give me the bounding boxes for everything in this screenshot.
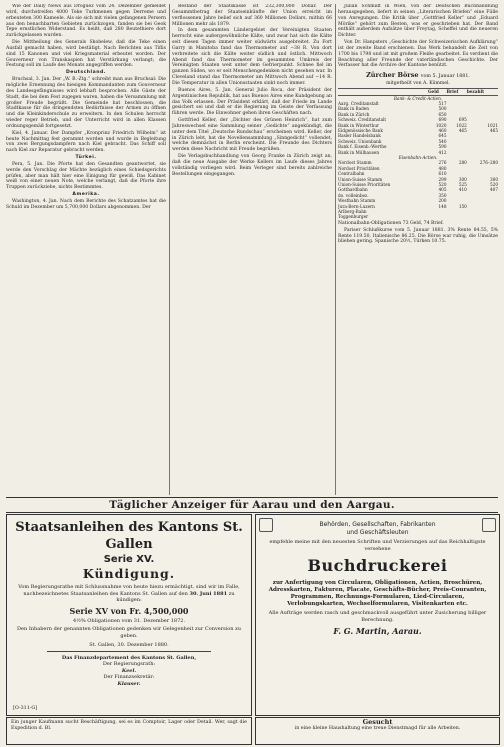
price-cell: 407 bbox=[490, 187, 498, 193]
security-name: Westbahn Stamm bbox=[338, 198, 376, 204]
ad-conversion: Den Inhabern der genannten Obligationen gedenken wir Gelegenheit zur Conversion zu geben. bbox=[17, 626, 241, 639]
security-name: Nordost Stamm bbox=[338, 160, 372, 166]
price-cell: 1020 bbox=[435, 122, 447, 128]
ad-title: Staatsanleihen des Kantons St. Gallen bbox=[15, 520, 243, 552]
article-julian-schmidt: Julian Schmidt in Wien, von der Deutschen Buchhandlung herausgegeben, liefert in seinen „Literarischen Briefen“ eine Fülle von Anregungen. Die Kritik über „Gottfried Keller“ und „Eduard Mörike“ gehört zum Besten, was er geschrieben hat. Der Band enthält außerdem Aufsätze über Freytag, Scheffel und die neueren Dichter. bbox=[338, 4, 498, 39]
article-history-book: Von Dr. Hanpsters „Geschichte der Schweizerischen Aufklärung“ ist der zweite Band erschienen. Das Werk behandelt die Zeit von 1700 bis 1798 und ist mit großem Fleiße gearbeitet. Es verdient die Beachtung aller Freunde der vaterländischen Geschichte. Der Verfasser hat die Archive der Kantone benützt. bbox=[338, 40, 498, 69]
price-cell: 465 bbox=[490, 127, 498, 133]
article-washington: Washington, 4. Jan. Nach dem Berichte des Schatzamtes hat die Schuld im Dezember um 5,700,000 Dollars abgenommen. Der bbox=[6, 199, 166, 210]
security-name: Arlberg-Bahn bbox=[338, 209, 367, 215]
security-name: Nordost Prioritäten bbox=[338, 165, 380, 171]
price-cell: 350 bbox=[438, 192, 447, 198]
price-cell: 1022 bbox=[456, 122, 467, 128]
ad-maid-wanted bbox=[255, 717, 500, 745]
security-name: Bank in Zürich bbox=[338, 111, 370, 117]
heading-tuerkei: Türkei. bbox=[75, 155, 97, 161]
price-cell: 690 bbox=[438, 117, 447, 123]
ad-headline: Kündigung. bbox=[82, 566, 176, 581]
ad-firm: F. G. Martin, Aarau. bbox=[333, 626, 422, 636]
security-name: Basler Handelsbank bbox=[338, 133, 381, 139]
ad-brand: Buchdruckerei bbox=[307, 556, 448, 575]
security-name: Gotthardbahn bbox=[338, 187, 368, 193]
ad-maid-text: in eine kleine Haushaltung eine treue Dienstmagd für alle Arbeiten. bbox=[294, 726, 461, 731]
market-subtitle: mitgetheilt von A. Kümmel. bbox=[386, 81, 450, 87]
security-name: do. volleinbez. bbox=[338, 192, 369, 198]
ad-maid-head: Gesucht bbox=[362, 718, 393, 726]
ad-bond-info: 4½% Obligationen vom 31. Dezember 1872. bbox=[72, 617, 186, 624]
article-buenos-aires: Buenos Aires, 5. Jan. General Julio Roca, der Präsident der Argentinischen Republik, hat aus Buenos Aires eine Kundgebung an das Volk erlassen. Der Präsident erklärt, daß der Friede im Lande gesichert sei und daß er die Regierung im Geiste der Verfassung führen werde. Die Einwohner gehen ihren Geschäften nach. bbox=[172, 87, 332, 117]
ad-print-shop bbox=[255, 514, 500, 716]
article-paris-bourse: Pariser Schlußkurse vom 5. Januar 1881. 3% Rente 84.55, 5% Rente 119.50, Italienische 86.25. Die Börse war ruhig, die Umsätze blieben gering. Spanische 20½, Türken 10.75. bbox=[338, 227, 498, 245]
divider bbox=[47, 651, 211, 652]
price-cell: 650 bbox=[438, 111, 447, 117]
article-treasury: Bestand der Staatskasse ist 232,300,000 Dollar. Der Gesammtbetrag der Staatseinkünfte der Union erreicht im verflossenen Jahre belief sich auf 360 Millionen Dollars, mithin 66 Millionen mehr als 1879. bbox=[172, 4, 332, 27]
market-table bbox=[338, 88, 498, 220]
article-pera: Pera, 5. Jan. Die Pforte hat den Gesandten geantwortet, sie werde den Vorschlag der Mächte bezüglich eines Schiedsgerichts prüfen, aber man hält hier eine Einigung für gewiß. Das Kabinet weiß von einer neuen Note, welche verlangt, daß die Pforte ihre Truppen zurückziehe, nichts Bestimmtes. bbox=[6, 161, 166, 191]
ad-authority-sub: Der Regierungsrath: bbox=[102, 661, 156, 668]
ad-place-date: St. Gallen, 30. Dezember 1880. bbox=[89, 641, 169, 648]
ad-signature-1: Keel. bbox=[121, 667, 137, 674]
market-note: Nationalbahn-Obligationen 73 Geld, 74 Brief. bbox=[338, 220, 444, 226]
security-name: Bank in Mülhausen bbox=[338, 149, 380, 155]
security-name: Centralbahn bbox=[338, 171, 365, 177]
security-name: Schweiz. Unionbank bbox=[338, 138, 382, 144]
price-cell: 520 bbox=[438, 182, 447, 188]
price-cell: 280 bbox=[458, 160, 467, 166]
price-cell: 410 bbox=[458, 187, 467, 193]
price-cell: 695 bbox=[458, 117, 467, 123]
price-cell: 150 bbox=[458, 203, 467, 209]
heading-amerika: Amerika. bbox=[72, 192, 100, 198]
ornament-icon bbox=[482, 518, 496, 532]
ad-authority-sub-2: Der Finanzsekretär: bbox=[103, 674, 155, 681]
ad-text: Vom Regierungsrathe mit Schlussnahme von heute hiezu ermächtigt, sind wir im Falle, nachbezeichnetes Staatsanleihen des Kantons St. Gallen auf den 30. Juni 1881 zu kündigen: bbox=[18, 584, 240, 604]
newspaper-page bbox=[6, 4, 498, 744]
price-cell: 645 bbox=[438, 133, 447, 139]
price-cell: 200 bbox=[438, 198, 447, 204]
ad-amount: Serie XV von Fr. 4,500,000 bbox=[69, 605, 189, 616]
article-gottfried-keller: Gottfried Keller, der „Dichter des Grünen Heinrich“, hat zum Jahreswechsel eine Sammlung seiner „Gedichte“ angekündigt, die unter dem Titel „Deutsche Rundschau“ erscheinen wird. Keller, der in Zürich lebt, hat die Novellensammlung „Sinngedicht“ vollendet, welche demnächst in Berlin erscheint. Die Freunde des Dichters werden diese Nachricht mit Freude begrüßen. bbox=[172, 118, 332, 153]
ad-authority: Das Finanzdepartement des Kantons St. Gallen, bbox=[61, 654, 197, 661]
ad-closing: Alle Aufträge werden rasch und geschmackvoll ausgeführt unter Zusicherung billiger Berechnung. bbox=[268, 610, 487, 623]
price-cell bbox=[447, 214, 467, 219]
market-row bbox=[338, 214, 498, 219]
classifieds-banner: Täglicher Anzeiger für Aarau und den Aargau. bbox=[6, 497, 498, 513]
article-cold-wave: In dem gesammten Ländergebiet der Vereinigten Staaten herrscht eine außergewöhnliche Kälte, und zwar hat sich die Kälte seit diesen Tagen immer weiter südwärts ausgebreitet. Zu Fort Garry in Manitoba fand das Thermometer auf −38 R. Von dort verbreitete sich die Kälte weiter südlich und östlich. Mittwoch Abend fand das Thermometer im gesammten Umkreis der Vereinigten Staaten weit unter dem Gefrierpunkt. Schnee fiel im ganzen Süden, wo er seit Menschengedenken nicht gesehen war. In Cleveland stand das Thermometer am Mittwoch Abend auf −14 R. Die Temperatur in allen Unionsstaaten sinkt noch immer. bbox=[172, 28, 332, 86]
price-cell: 300 bbox=[458, 176, 467, 182]
news-column-3 bbox=[338, 4, 498, 495]
market-column-header: Brief bbox=[447, 89, 467, 95]
ad-job-text: Ein junger Kaufmann sucht Beschäftigung, sei es im Comptoir, Lager oder Detail. Wer, sagt die Expedition d. Bl. bbox=[11, 720, 247, 731]
security-name: Union-Suisse Prioritäten bbox=[338, 182, 391, 188]
market-group-heading: Bank- & Credit-Actien. bbox=[393, 95, 443, 101]
ad-series: Serie XV. bbox=[103, 554, 155, 565]
security-name: Bank in Winterthur bbox=[338, 122, 380, 128]
price-cell: 300 bbox=[490, 176, 498, 182]
price-cell: 460 bbox=[438, 127, 447, 133]
price-cell: 610 bbox=[438, 171, 447, 177]
ad-state-loan bbox=[6, 514, 252, 716]
security-name: Toggenburger bbox=[338, 214, 369, 220]
price-cell: 299 bbox=[438, 176, 447, 182]
security-name: Aarg. Creditanstalt bbox=[338, 100, 379, 106]
market-title: Zürcher Börse vom 5. Januar 1881. bbox=[366, 71, 470, 80]
article-skobelew: Die Mittheilung des Generals Skobelew, daß die Teke einen Ausfall gemacht haben, wird bestätigt. Nach Berichten aus Tiflis sind 15 Kanonen und viel Kriegsmaterial erbeutet worden. Der Gouverneur von Transkaspien hat Verstärkung verlangt; die Festung soll im Laufe des Monats angegriffen werden. bbox=[6, 40, 166, 69]
price-cell: 412 bbox=[438, 149, 447, 155]
market-column-header: Geld bbox=[428, 89, 447, 95]
security-name: Bank f. Eisenb.-Werthe bbox=[338, 144, 387, 150]
security-name: Jura-Bern-Luzern bbox=[338, 203, 375, 209]
price-cell: 276–280 bbox=[479, 160, 498, 166]
price-cell: 520 bbox=[490, 182, 498, 188]
article-publisher: Die Verlagsbuchhandlung von Georg Franke in Zürich zeigt an, daß die neue Ausgabe der Werke Kellers im Laufe dieses Jahres vollständig vorliegen wird. Beim Verleger sind bereits zahlreiche Bestellungen eingegangen. bbox=[172, 154, 332, 177]
news-column-2 bbox=[172, 4, 332, 495]
news-column-1 bbox=[6, 4, 166, 495]
ad-audience: Behörden, Gesellschaften, Fabrikanten bbox=[319, 521, 436, 528]
ad-intro: empfehle meine mit den neuesten Schriften und Verzierungen auf das Reichhaltigste versehene bbox=[269, 539, 486, 552]
article-bruchsal: Bruchsal, 3. Jan. Der „W. B.-Ztg.“ schreibt man aus Bruchsal: Die mögliche Ernennung des hiesigen Kommandanten zum Gouverneur des Landesgefängnisses wird lebhaft besprochen. Alle Gäste der Stadt, die bei dem Fest zugegen waren, haben die Versammlung mit großer Freude begrüßt. Die Gemeinde hat beschlossen, die Stadtkasse für die dringendsten Bedürfnisse der Armen zu öffnen und die Kleinkinderschule zu erweitern. In den Schulen herrscht wieder reger Betrieb, und der Unterricht wird in allen Klassen ordnungsgemäß fortgesetzt. bbox=[6, 77, 166, 129]
price-cell: 517 bbox=[438, 100, 447, 106]
security-name: Union-Suisse Stamm bbox=[338, 176, 383, 182]
security-name: Bank in Baden bbox=[338, 106, 369, 112]
price-cell: 405 bbox=[438, 187, 447, 193]
security-name: Schweiz. Creditanstalt bbox=[338, 117, 387, 123]
ad-audience-2: und Geschäftsleuten bbox=[346, 529, 409, 536]
price-cell bbox=[467, 214, 498, 219]
price-cell: 500 bbox=[438, 106, 447, 112]
article-kiel: Kiel, 4. Januar. Der Dampfer „Kronprinz Friedrich Wilhelm“ ist heute Nachmittag fest gerammt worden und wurde in Begleitung von zwei Bergungsdampfern nach Kiel gebracht. Das Schiff soll nach Kiel zur Reparatur gebracht werden. bbox=[6, 130, 166, 154]
ad-date: 30. Juni 1881 bbox=[189, 590, 228, 597]
heading-deutschland: Deutschland. bbox=[65, 70, 107, 76]
market-column-header: bezahlt bbox=[467, 89, 498, 95]
market-group-heading: Eisenbahn-Actien. bbox=[398, 155, 438, 160]
ad-signature-2: Klauser. bbox=[117, 680, 141, 687]
price-cell: 590 bbox=[438, 144, 447, 150]
column-rule bbox=[335, 4, 336, 495]
article-turkmen: Wie der Daily News aus Droguez vom 24. Dezember gemeldet wird, durchstreifen 4000 Teke Turkmenen gegen Derreme und erbeuteten 300 Kameele. Als sie sich mit vielen gefangenen Persern aus den benachbarten Gebieten zurückzogen, fanden sie bei Geok Tepe ernstlichen Widerstand. Es heißt, daß 280 Beutethiere dort zurückgelassen wurden. bbox=[6, 4, 166, 39]
price-cell: 525 bbox=[458, 182, 467, 188]
security-name: Eidgenössische Bank bbox=[338, 127, 383, 133]
price-cell: 148 bbox=[438, 203, 447, 209]
price-cell: 465 bbox=[458, 127, 467, 133]
price-cell: 540 bbox=[438, 138, 447, 144]
column-rule bbox=[169, 4, 170, 495]
ornament-icon bbox=[259, 518, 273, 532]
ad-services: zur Anfertigung von Circularen, Obligationen, Actien, Broschüren, Adresskarten, Fakturen, Placate, Geschäfts-Bücher, Preis-Couranten, Programmen, Rechnungs-Formularen, Lied-Circularen, Verlobungskarten, Wechselformularen, Visitenkarten etc. bbox=[268, 580, 487, 607]
ad-job-seeker bbox=[6, 717, 252, 745]
price-cell: 1021 bbox=[487, 122, 498, 128]
price-cell: 480 bbox=[438, 165, 447, 171]
ad-reference: [O-311-G] bbox=[13, 706, 38, 711]
price-cell: 276 bbox=[438, 160, 447, 166]
price-cell bbox=[428, 214, 447, 219]
